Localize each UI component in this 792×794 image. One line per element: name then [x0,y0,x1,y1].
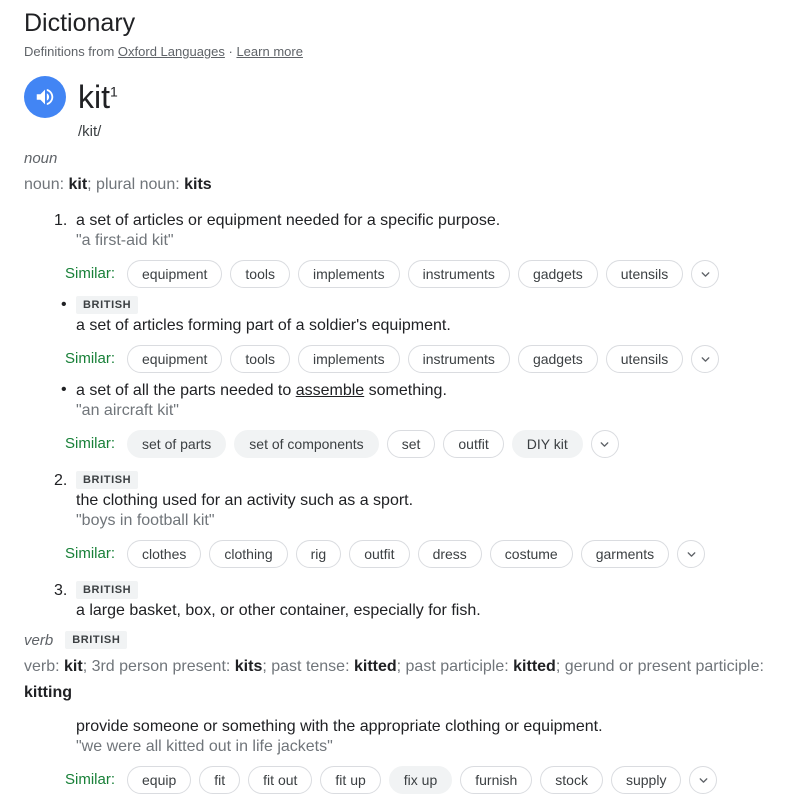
bullet: • [61,296,67,313]
chevron-down-icon [697,774,710,787]
chevron-down-icon [685,548,698,561]
definition-text: a set of articles forming part of a soldier's equipment. [76,317,451,334]
pronunciation: /kit/ [78,123,102,140]
similar-chip[interactable]: implements [298,345,400,373]
pos-noun: noun [24,150,58,167]
definition-number: 3. [54,582,68,599]
noun-form-singular: kit [68,176,88,193]
verb-forms: verb: kit; 3rd person present: kits; past tense: kitted; past participle: kitted; gerund or present participle: kitting [24,658,764,701]
similar-label: Similar: [65,265,116,282]
british-badge: BRITISH [76,581,138,599]
attribution-prefix: Definitions from [24,44,118,59]
noun-forms: noun: kit; plural noun: kits [24,176,212,193]
similar-row [65,260,768,288]
similar-chips [127,766,681,794]
expand-similar-button[interactable] [691,345,719,373]
similar-chip[interactable]: equip [127,766,191,794]
similar-chip[interactable]: outfit [443,430,503,458]
example-quote: "boys in football kit" [76,512,215,529]
similar-chip[interactable]: instruments [408,345,510,373]
expand-similar-button[interactable] [677,540,705,568]
sense-superscript: 1 [110,82,118,99]
similar-chip[interactable]: stock [540,766,603,794]
expand-similar-button[interactable] [691,260,719,288]
similar-row [65,540,768,568]
expand-similar-button[interactable] [591,430,619,458]
page-title: Dictionary [24,9,136,37]
similar-label: Similar: [65,545,116,562]
attribution-line [24,44,768,60]
similar-row [65,766,768,794]
subsense-2 [24,381,768,458]
subsense-1 [24,296,768,373]
bullet: • [61,381,67,398]
similar-chip[interactable]: furnish [460,766,532,794]
similar-chip[interactable]: set [387,430,436,458]
definition-3 [24,581,768,621]
similar-chip[interactable]: set of components [234,430,378,458]
headword: kit$^1$ [78,78,118,115]
oxford-languages-link[interactable]: Oxford Languages [117,44,225,59]
similar-label: Similar: [65,771,116,788]
learn-more-link[interactable]: Learn more [236,44,303,59]
example-quote: "a first-aid kit" [76,232,174,249]
chevron-down-icon [699,268,712,281]
similar-chip[interactable]: set of parts [127,430,226,458]
similar-chip[interactable]: clothes [127,540,201,568]
definition-2 [24,471,768,568]
verb-definition [24,717,768,794]
similar-chip[interactable]: fix up [389,766,452,794]
similar-row [65,345,768,373]
definition-text: a large basket, box, or other container, especially for fish. [76,602,481,619]
similar-chip[interactable]: fit out [248,766,312,794]
similar-chip[interactable]: fit [199,766,240,794]
pos-verb-row [24,631,768,649]
pos-verb: verb [24,631,54,649]
example-quote: "we were all kitted out in life jackets" [76,738,333,755]
similar-chip[interactable]: utensils [606,345,683,373]
similar-chip[interactable]: utensils [606,260,683,288]
assemble-link[interactable]: assemble [295,382,365,399]
chevron-down-icon [598,438,611,451]
similar-chip[interactable]: implements [298,260,400,288]
definition-text: provide someone or something with the appropriate clothing or equipment. [76,718,603,735]
similar-chip[interactable]: equipment [127,345,222,373]
similar-chips [127,540,669,568]
noun-form-plural: kits [184,176,212,193]
similar-chips [127,430,583,458]
definition-1 [24,211,768,458]
similar-chip[interactable]: outfit [349,540,409,568]
expand-similar-button[interactable] [689,766,717,794]
chevron-down-icon [699,353,712,366]
similar-chip[interactable]: fit up [320,766,380,794]
similar-chip[interactable]: clothing [209,540,287,568]
similar-chip[interactable]: gadgets [518,260,598,288]
similar-row [65,430,768,458]
definition-text: a set of all the parts needed to assemble something. [76,382,447,399]
definition-text: a set of articles or equipment needed for a specific purpose. [76,212,501,229]
similar-chip[interactable]: garments [581,540,669,568]
similar-label: Similar: [65,350,116,367]
similar-chip[interactable]: DIY kit [512,430,583,458]
british-badge: BRITISH [76,471,138,489]
similar-chip[interactable]: gadgets [518,345,598,373]
attribution-separator: · [224,44,237,59]
british-badge: BRITISH [65,631,127,649]
similar-chip[interactable]: tools [230,260,290,288]
similar-label: Similar: [65,435,116,452]
similar-chip[interactable]: rig [296,540,342,568]
example-quote: "an aircraft kit" [76,402,179,419]
speaker-icon [34,86,56,108]
word-header [24,76,768,118]
similar-chip[interactable]: supply [611,766,681,794]
similar-chip[interactable]: instruments [408,260,510,288]
similar-chip[interactable]: dress [418,540,482,568]
definition-number: 1. [54,212,68,229]
definition-text: the clothing used for an activity such as a sport. [76,492,414,509]
similar-chip[interactable]: costume [490,540,573,568]
similar-chips [127,260,683,288]
british-badge: BRITISH [76,296,138,314]
pronounce-button[interactable] [24,76,66,118]
similar-chip[interactable]: tools [230,345,290,373]
similar-chip[interactable]: equipment [127,260,222,288]
similar-chips [127,345,683,373]
definition-number: 2. [54,472,68,489]
